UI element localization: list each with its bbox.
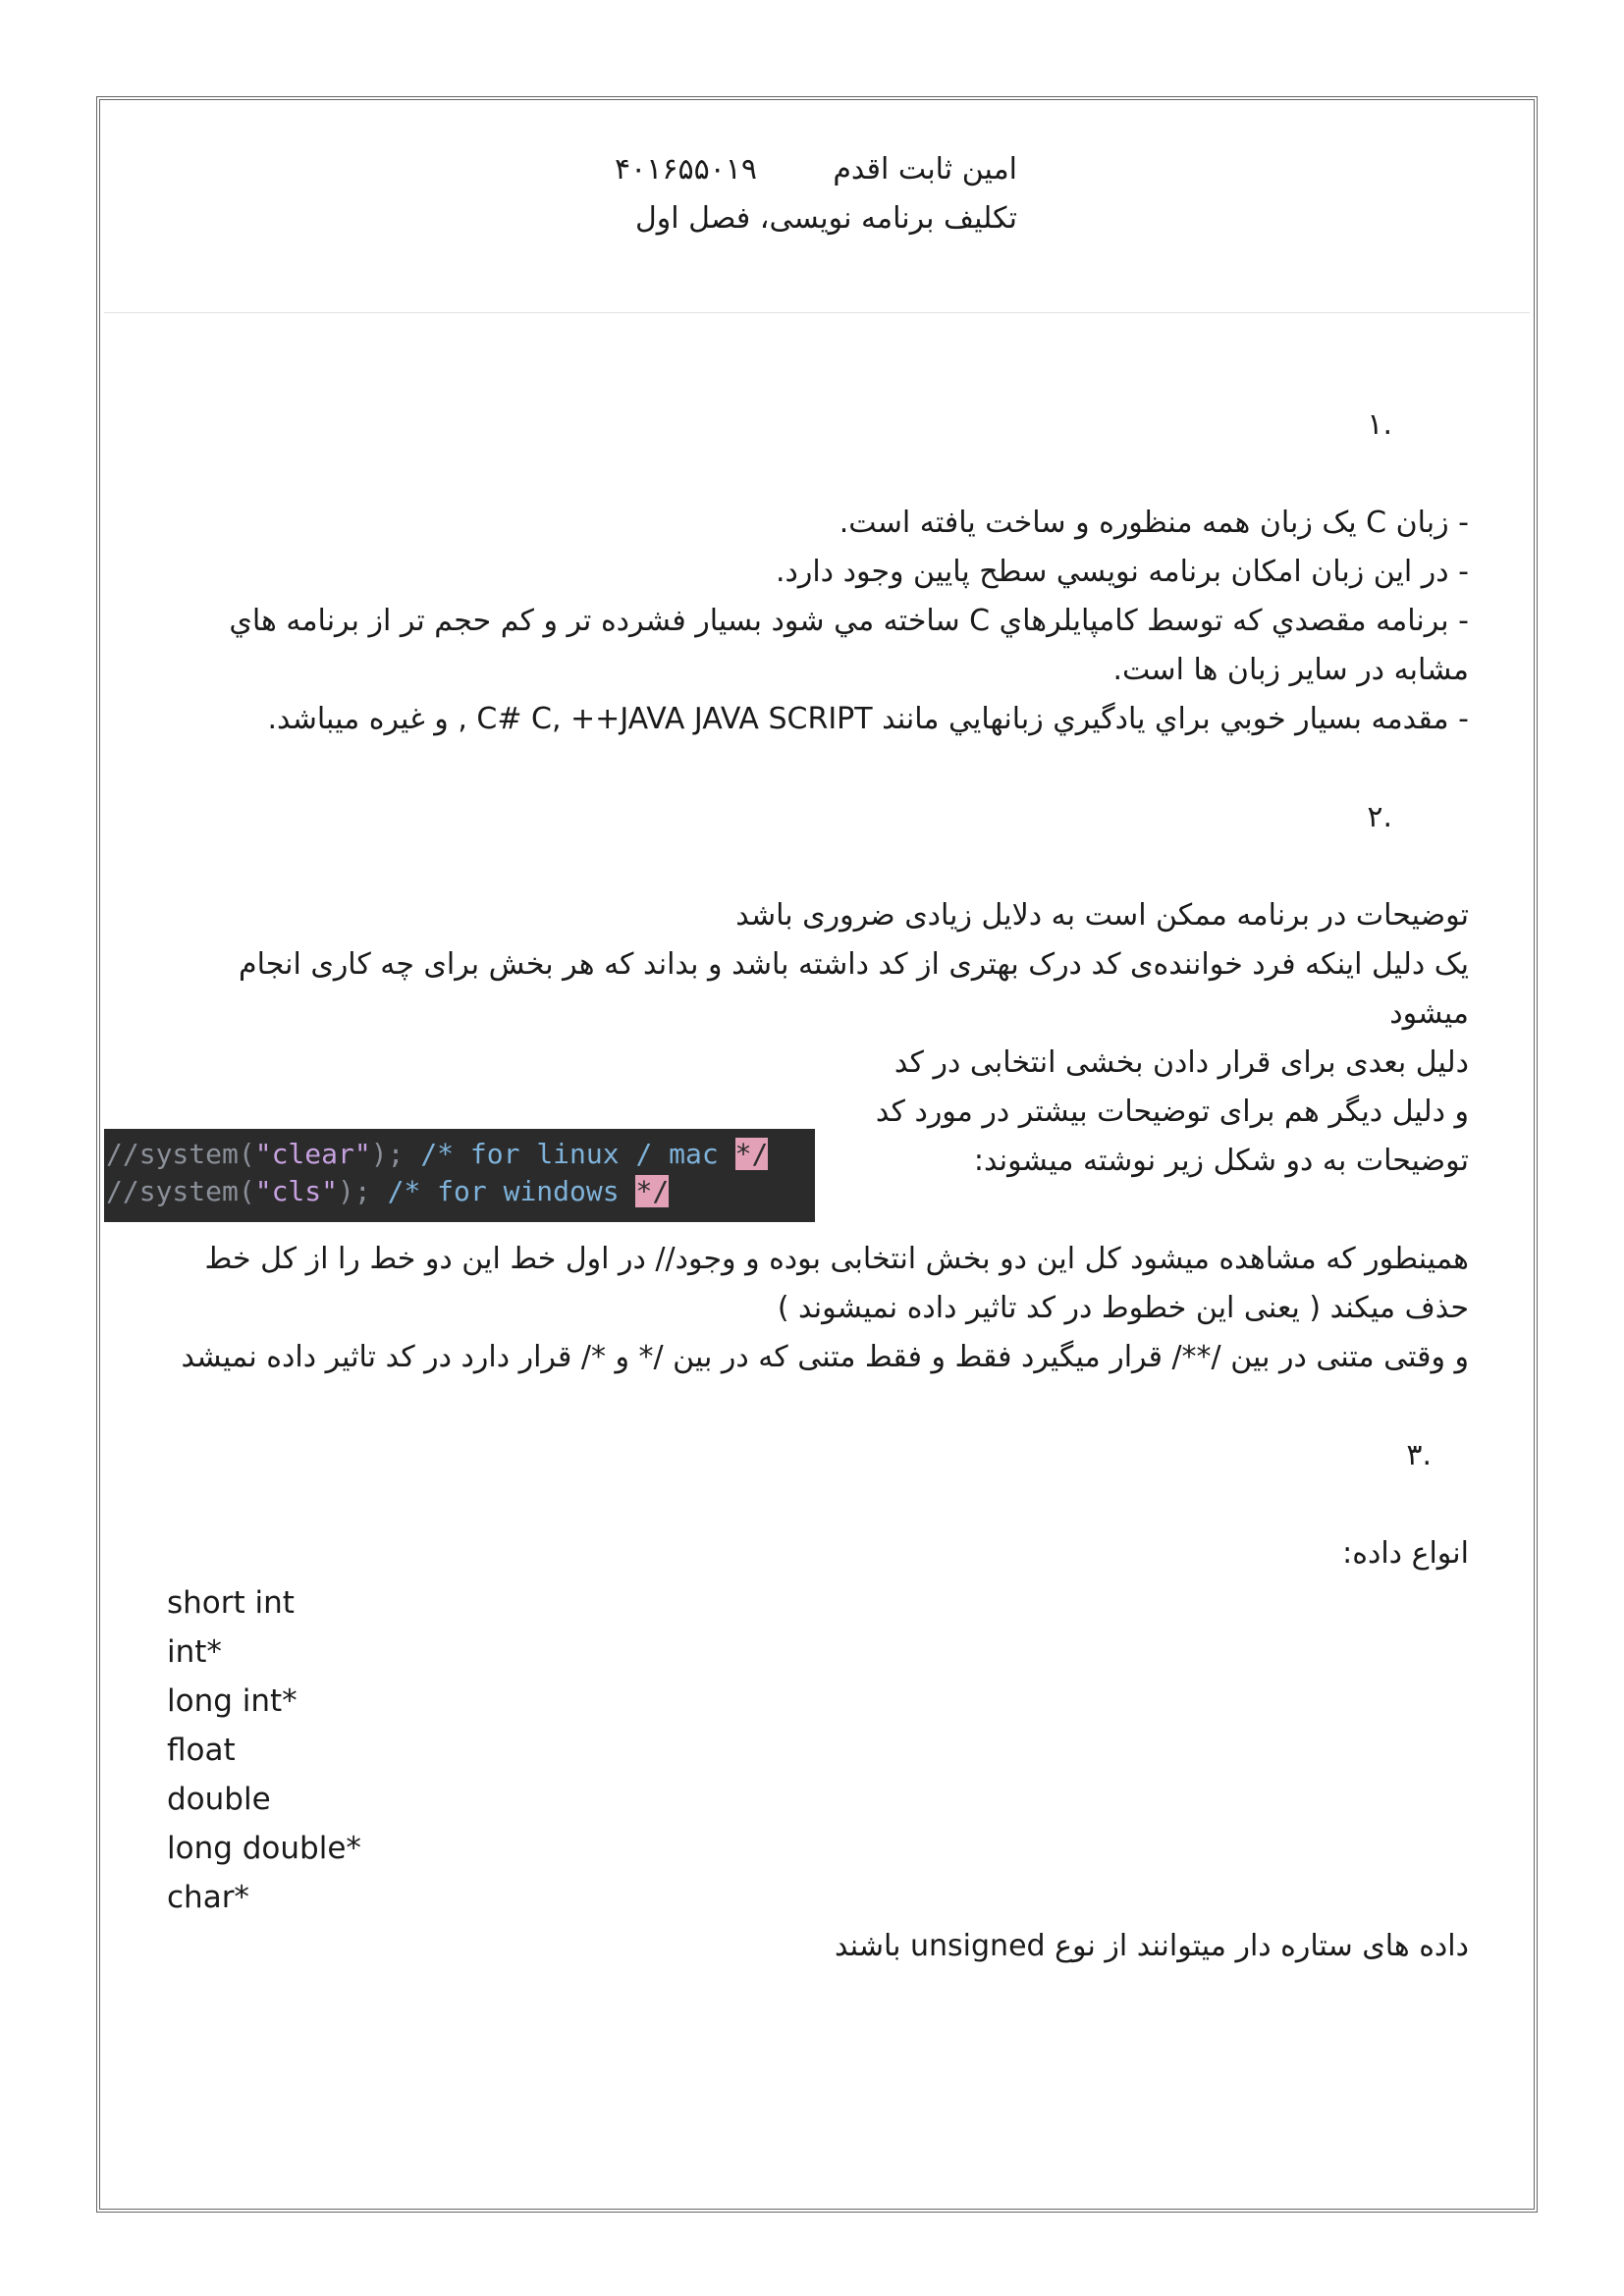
s2-line: یک دلیل اینکه فرد خواننده‌ی کد درک بهتری از کد داشته باشد و بداند که هر بخش برای چه کاری انجام xyxy=(239,947,1469,982)
type-item: float xyxy=(167,1733,236,1768)
header-divider xyxy=(104,312,1530,313)
type-item: short int xyxy=(167,1585,295,1621)
type-item: char* xyxy=(167,1880,249,1915)
types-footer-note: داده های ستاره دار میتوانند از نوع unsigned باشند xyxy=(835,1929,1469,1963)
type-item: double xyxy=(167,1782,271,1817)
s1-line: - در این زبان امکان برنامه نويسي سطح پایين وجود دارد. xyxy=(775,555,1469,589)
s1-line: - برنامه مقصدي كه توسط كامپايلرهاي C ساخته مي شود بسيار فشرده تر و كم حجم تر از برنامه هاي xyxy=(229,604,1469,638)
s1-line: مشابه در ساير زبان ها است. xyxy=(1112,653,1469,687)
student-id: ۴۰۱۶۵۵۰۱۹ xyxy=(615,152,758,187)
s2-after-line: همینطور که مشاهده میشود کل این دو بخش انتخابی بوده و وجود// در اول خط این دو خط را از کل خط xyxy=(204,1242,1469,1276)
s2-after-line: حذف میکند ( یعنی این خطوط در کد تاثیر داده نمیشوند ) xyxy=(777,1291,1469,1325)
s1-line: - زبان C یک زبان همه منظوره و ساخت یافته است. xyxy=(839,506,1469,540)
s2-line: توضیحات در برنامه ممکن است به دلایل زیادی ضروری باشد xyxy=(735,898,1469,933)
s2-line: دلیل بعدی برای قرار دادن بخشی انتخابی در کد xyxy=(893,1045,1469,1080)
code-line-1: //system("clear"); /* for linux / mac */ xyxy=(106,1138,769,1170)
s2-after-line: و وقتی متنی در بین /**/ قرار میگیرد فقط و فقط متنی که در بین /* و */ قرار دارد در کد تاثیر داده نمیشد xyxy=(181,1340,1469,1374)
type-item: int* xyxy=(167,1634,222,1670)
assignment-title: تکلیف برنامه نویسی، فصل اول xyxy=(635,201,1017,236)
data-types-heading: انواع داده: xyxy=(1342,1536,1469,1571)
s1-line: - مقدمه بسيار خوبي براي يادگيري زبانهايي مانند C# C, ++JAVA JAVA SCRIPT , و غیره میباشد. xyxy=(267,702,1469,736)
s2-line: توضیحات به دو شکل زیر نوشته میشوند: xyxy=(973,1144,1469,1178)
section-1-number: .۱ xyxy=(1367,407,1392,442)
section-3-number: .۳ xyxy=(1406,1438,1432,1472)
code-snippet xyxy=(104,1129,815,1222)
type-item: long double* xyxy=(167,1831,361,1866)
s2-line: و دلیل دیگر هم برای توضیحات بیشتر در مورد کد xyxy=(875,1095,1469,1129)
section-2-number: .۲ xyxy=(1367,800,1392,834)
type-item: long int* xyxy=(167,1683,298,1719)
s2-line: میشود xyxy=(1389,996,1469,1031)
code-line-2: //system("cls"); /* for windows */ xyxy=(106,1175,670,1207)
author-name: امین ثابت اقدم xyxy=(833,152,1017,187)
